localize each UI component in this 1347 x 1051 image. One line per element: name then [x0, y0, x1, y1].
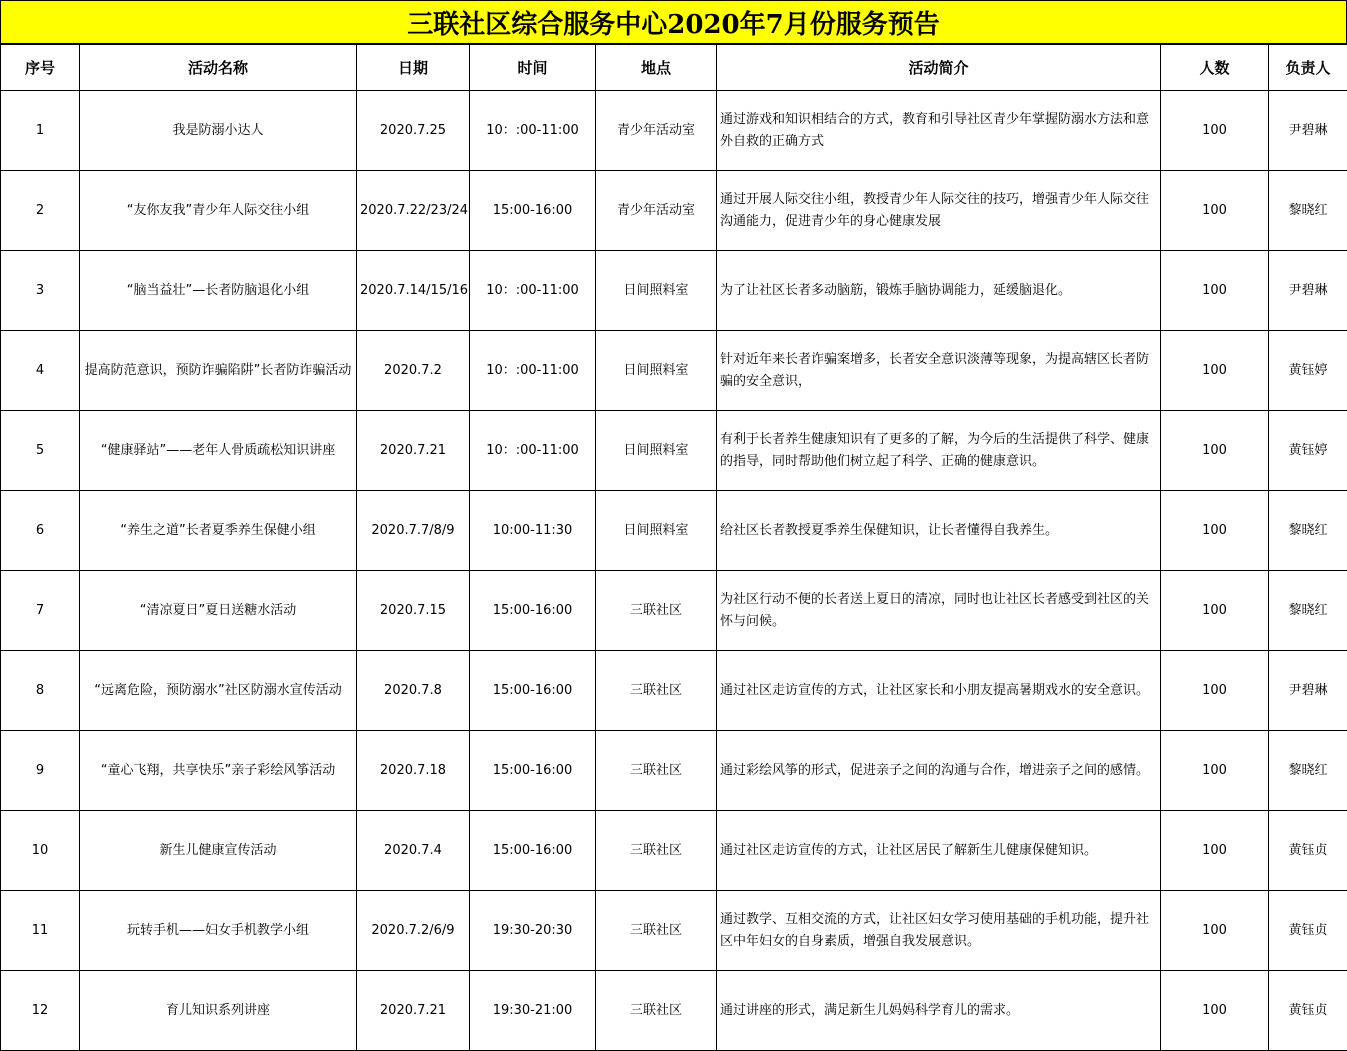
cell-location: 三联社区 — [596, 811, 717, 891]
cell-person-in-charge: 尹碧琳 — [1269, 91, 1347, 171]
cell-location: 三联社区 — [596, 891, 717, 971]
header-location: 地点 — [596, 45, 717, 91]
table-row — [1, 331, 1347, 411]
cell-description: 有利于长者养生健康知识有了更多的了解，为今后的生活提供了科学、健康的指导，同时帮助他们树立起了科学、正确的健康意识。 — [717, 411, 1161, 491]
cell-location: 三联社区 — [596, 651, 717, 731]
cell-headcount: 100 — [1161, 91, 1269, 171]
cell-time: 10：:00-11:00 — [470, 331, 596, 411]
cell-date: 2020.7.15 — [357, 571, 470, 651]
header-time: 时间 — [470, 45, 596, 91]
cell-date: 2020.7.2 — [357, 331, 470, 411]
service-schedule-table — [0, 44, 1347, 1051]
header-headcount: 人数 — [1161, 45, 1269, 91]
cell-headcount: 100 — [1161, 651, 1269, 731]
cell-description: 通过社区走访宣传的方式，让社区家长和小朋友提高暑期戏水的安全意识。 — [717, 651, 1161, 731]
table-row — [1, 91, 1347, 171]
table-row — [1, 571, 1347, 651]
cell-person-in-charge: 黄钰贞 — [1269, 811, 1347, 891]
cell-activity-name: “远离危险，预防溺水”社区防溺水宣传活动 — [80, 651, 357, 731]
cell-headcount: 100 — [1161, 491, 1269, 571]
table-row — [1, 171, 1347, 251]
cell-description: 通过社区走访宣传的方式，让社区居民了解新生儿健康保健知识。 — [717, 811, 1161, 891]
cell-headcount: 100 — [1161, 411, 1269, 491]
table-row — [1, 971, 1347, 1051]
cell-time: 15:00-16:00 — [470, 571, 596, 651]
cell-headcount: 100 — [1161, 891, 1269, 971]
cell-person-in-charge: 黎晓红 — [1269, 731, 1347, 811]
header-person-in-charge: 负责人 — [1269, 45, 1347, 91]
cell-description: 针对近年来长者诈骗案增多，长者安全意识淡薄等现象，为提高辖区长者防骗的安全意识， — [717, 331, 1161, 411]
cell-description: 通过教学、互相交流的方式，让社区妇女学习使用基础的手机功能，提升社区中年妇女的自身素质，增强自我发展意识。 — [717, 891, 1161, 971]
cell-headcount: 100 — [1161, 171, 1269, 251]
cell-location: 青少年活动室 — [596, 91, 717, 171]
cell-person-in-charge: 黎晓红 — [1269, 571, 1347, 651]
cell-index: 3 — [1, 251, 80, 331]
cell-date: 2020.7.4 — [357, 811, 470, 891]
cell-headcount: 100 — [1161, 971, 1269, 1051]
cell-location: 日间照料室 — [596, 491, 717, 571]
cell-time: 10:00-11:30 — [470, 491, 596, 571]
cell-description: 通过讲座的形式，满足新生儿妈妈科学育儿的需求。 — [717, 971, 1161, 1051]
cell-activity-name: 新生儿健康宣传活动 — [80, 811, 357, 891]
cell-time: 15:00-16:00 — [470, 651, 596, 731]
cell-description: 给社区长者教授夏季养生保健知识，让长者懂得自我养生。 — [717, 491, 1161, 571]
cell-index: 6 — [1, 491, 80, 571]
cell-date: 2020.7.18 — [357, 731, 470, 811]
cell-date: 2020.7.25 — [357, 91, 470, 171]
cell-activity-name: “健康驿站”——老年人骨质疏松知识讲座 — [80, 411, 357, 491]
cell-person-in-charge: 黎晓红 — [1269, 171, 1347, 251]
cell-index: 12 — [1, 971, 80, 1051]
cell-date: 2020.7.14/15/16 — [357, 251, 470, 331]
cell-time: 15:00-16:00 — [470, 171, 596, 251]
table-row — [1, 651, 1347, 731]
cell-person-in-charge: 黎晓红 — [1269, 491, 1347, 571]
cell-time: 15:00-16:00 — [470, 731, 596, 811]
cell-description: 为了让社区长者多动脑筋，锻炼手脑协调能力，延缓脑退化。 — [717, 251, 1161, 331]
cell-date: 2020.7.8 — [357, 651, 470, 731]
cell-headcount: 100 — [1161, 331, 1269, 411]
cell-activity-name: “清凉夏日”夏日送糖水活动 — [80, 571, 357, 651]
cell-activity-name: “童心飞翔，共享快乐”亲子彩绘风筝活动 — [80, 731, 357, 811]
cell-location: 青少年活动室 — [596, 171, 717, 251]
cell-time: 10：:00-11:00 — [470, 411, 596, 491]
cell-index: 4 — [1, 331, 80, 411]
table-row — [1, 491, 1347, 571]
cell-index: 8 — [1, 651, 80, 731]
cell-date: 2020.7.22/23/24 — [357, 171, 470, 251]
cell-headcount: 100 — [1161, 571, 1269, 651]
cell-index: 2 — [1, 171, 80, 251]
cell-index: 9 — [1, 731, 80, 811]
cell-time: 19:30-21:00 — [470, 971, 596, 1051]
cell-activity-name: 玩转手机——妇女手机教学小组 — [80, 891, 357, 971]
cell-date: 2020.7.21 — [357, 411, 470, 491]
cell-person-in-charge: 黄钰婷 — [1269, 411, 1347, 491]
table-row — [1, 811, 1347, 891]
cell-activity-name: 育儿知识系列讲座 — [80, 971, 357, 1051]
cell-description: 为社区行动不便的长者送上夏日的清凉，同时也让社区长者感受到社区的关怀与问候。 — [717, 571, 1161, 651]
cell-location: 三联社区 — [596, 571, 717, 651]
cell-person-in-charge: 尹碧琳 — [1269, 651, 1347, 731]
cell-person-in-charge: 黄钰贞 — [1269, 891, 1347, 971]
cell-location: 日间照料室 — [596, 251, 717, 331]
header-index: 序号 — [1, 45, 80, 91]
cell-index: 10 — [1, 811, 80, 891]
cell-location: 日间照料室 — [596, 331, 717, 411]
header-activity-name: 活动名称 — [80, 45, 357, 91]
cell-location: 日间照料室 — [596, 411, 717, 491]
cell-headcount: 100 — [1161, 811, 1269, 891]
cell-description: 通过彩绘风筝的形式，促进亲子之间的沟通与合作，增进亲子之间的感情。 — [717, 731, 1161, 811]
cell-index: 11 — [1, 891, 80, 971]
cell-activity-name: 提高防范意识，预防诈骗陷阱”长者防诈骗活动 — [80, 331, 357, 411]
cell-description: 通过游戏和知识相结合的方式，教育和引导社区青少年掌握防溺水方法和意外自救的正确方式 — [717, 91, 1161, 171]
cell-index: 5 — [1, 411, 80, 491]
cell-date: 2020.7.7/8/9 — [357, 491, 470, 571]
cell-headcount: 100 — [1161, 251, 1269, 331]
cell-time: 10：:00-11:00 — [470, 91, 596, 171]
header-description: 活动简介 — [717, 45, 1161, 91]
cell-time: 15:00-16:00 — [470, 811, 596, 891]
cell-headcount: 100 — [1161, 731, 1269, 811]
cell-activity-name: “脑当益壮”—长者防脑退化小组 — [80, 251, 357, 331]
table-row — [1, 731, 1347, 811]
cell-activity-name: “养生之道”长者夏季养生保健小组 — [80, 491, 357, 571]
cell-description: 通过开展人际交往小组，教授青少年人际交往的技巧，增强青少年人际交往沟通能力，促进青少年的身心健康发展 — [717, 171, 1161, 251]
cell-index: 7 — [1, 571, 80, 651]
cell-date: 2020.7.2/6/9 — [357, 891, 470, 971]
table-row — [1, 251, 1347, 331]
cell-date: 2020.7.21 — [357, 971, 470, 1051]
sheet-title: 三联社区综合服务中心2020年7月份服务预告 — [0, 0, 1347, 44]
table-row — [1, 411, 1347, 491]
cell-location: 三联社区 — [596, 971, 717, 1051]
cell-time: 10：:00-11:00 — [470, 251, 596, 331]
cell-activity-name: “友你友我”青少年人际交往小组 — [80, 171, 357, 251]
cell-person-in-charge: 尹碧琳 — [1269, 251, 1347, 331]
cell-time: 19:30-20:30 — [470, 891, 596, 971]
cell-index: 1 — [1, 91, 80, 171]
table-row — [1, 891, 1347, 971]
cell-location: 三联社区 — [596, 731, 717, 811]
cell-person-in-charge: 黄钰贞 — [1269, 971, 1347, 1051]
header-date: 日期 — [357, 45, 470, 91]
header-row — [1, 45, 1347, 91]
cell-person-in-charge: 黄钰婷 — [1269, 331, 1347, 411]
cell-activity-name: 我是防溺小达人 — [80, 91, 357, 171]
